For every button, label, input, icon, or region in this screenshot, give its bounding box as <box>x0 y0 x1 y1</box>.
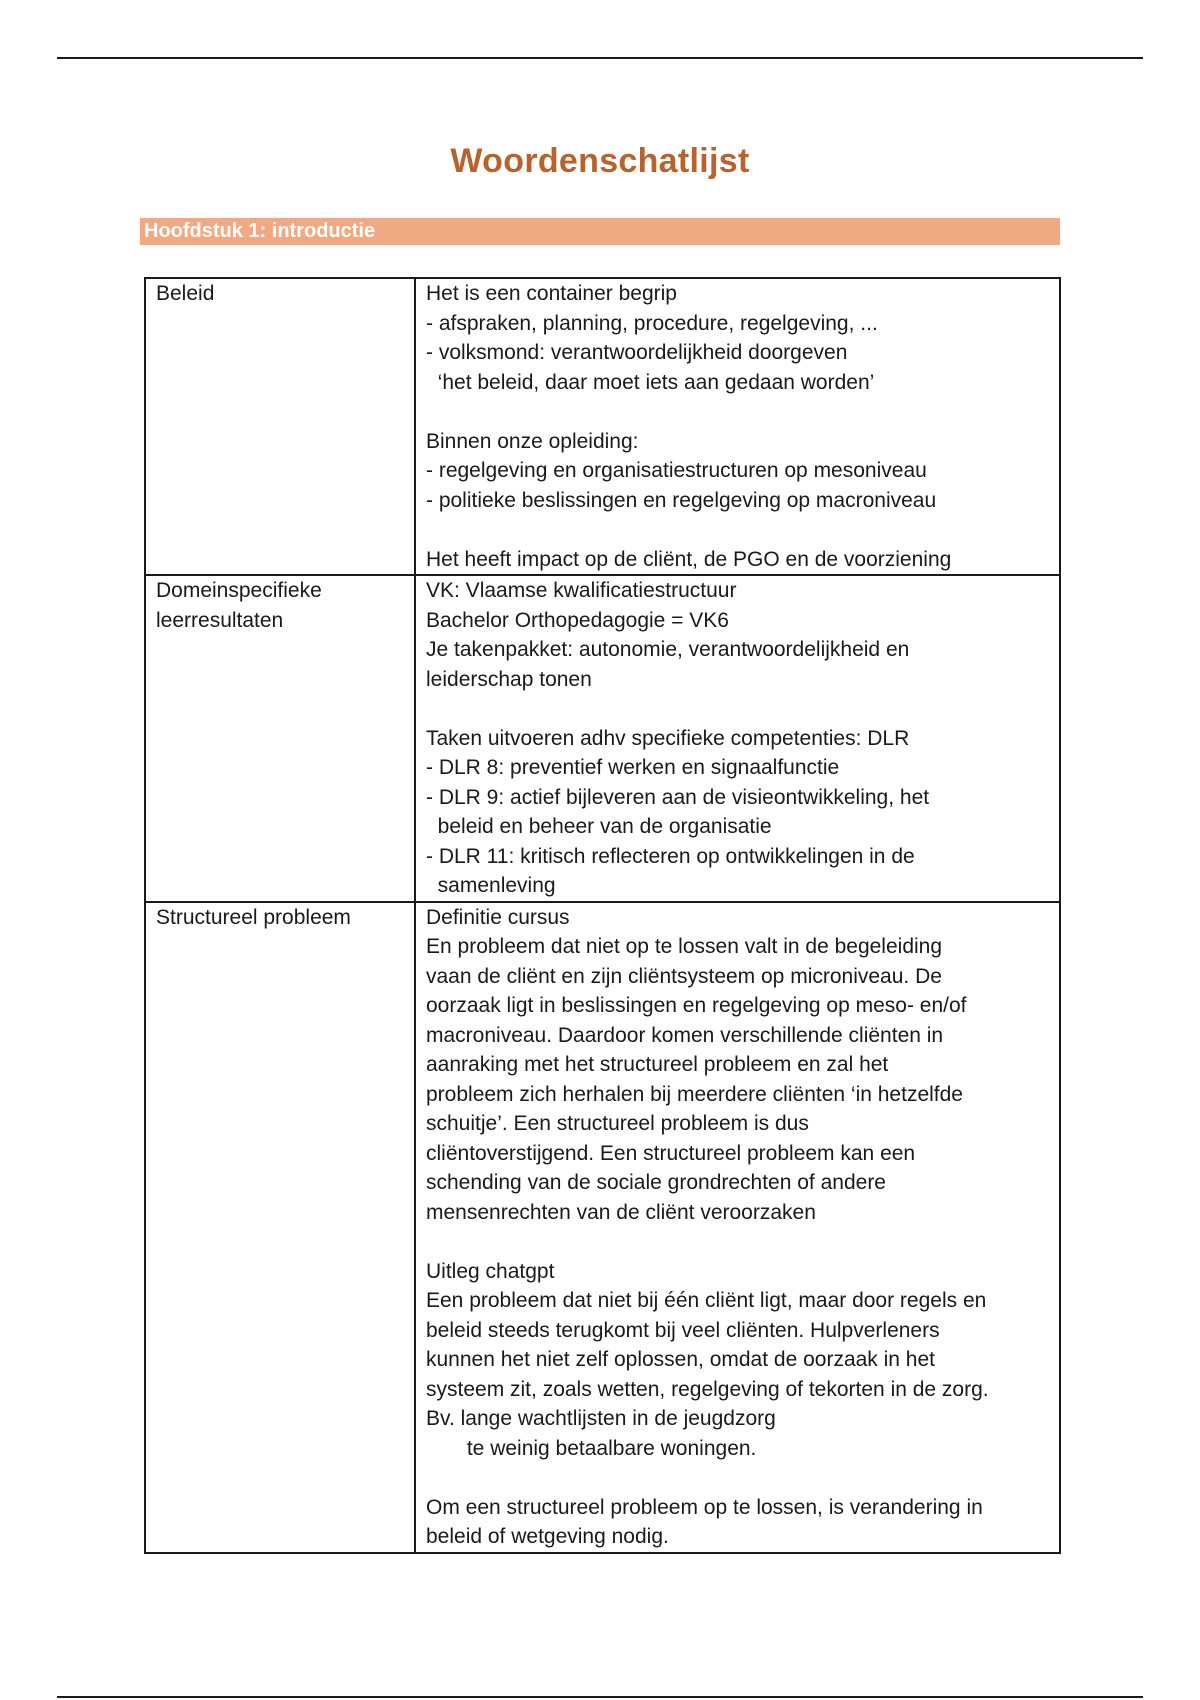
definition-line: leiderschap tonen <box>426 667 592 691</box>
definition-line: Het is een container begrip <box>426 282 677 305</box>
blank-line <box>426 1227 1049 1257</box>
definition-cell <box>415 902 1060 1553</box>
definition-line: mensenrechten van de cliënt veroorzaken <box>426 1200 816 1224</box>
definition-line: Bv. lange wachtlijsten in de jeugdzorg <box>426 1407 776 1430</box>
table-row <box>145 575 1060 902</box>
chapter-heading: Hoofdstuk 1: introductie <box>140 218 1060 245</box>
definition-line: VK: Vlaamse kwalificatiestructuur <box>426 579 737 602</box>
term-cell: Beleid <box>145 278 415 575</box>
term-cell: Structureel probleem <box>145 902 415 1553</box>
definition-line: - DLR 11: kritisch reflecteren op ontwikkelingen in de <box>426 844 915 868</box>
definition-line: Bachelor Orthopedagogie = VK6 <box>426 608 729 632</box>
definition-line: probleem zich herhalen bij meerdere cliënten ‘in hetzelfde <box>426 1082 963 1106</box>
blank-line <box>426 694 1049 724</box>
term-cell: Domeinspecifieke leerresultaten <box>145 575 415 902</box>
page-title: Woordenschatlijst <box>450 142 750 180</box>
definition-line: cliëntoverstijgend. Een structureel probleem kan een <box>426 1141 916 1165</box>
definition-line: - afspraken, planning, procedure, regelgeving, ... <box>426 311 878 335</box>
definition-line: Binnen onze opleiding: <box>426 429 639 453</box>
definition-line: - volksmond: verantwoordelijkheid doorgeven <box>426 341 848 364</box>
definition-line: kunnen het niet zelf oplossen, omdat de oorzaak in het <box>426 1348 936 1371</box>
definition-line: ‘het beleid, daar moet iets aan gedaan worden’ <box>426 370 875 394</box>
vocabulary-table-body <box>145 278 1060 1553</box>
bottom-rule <box>57 1696 1143 1698</box>
definition-line: Uitleg chatgpt <box>426 1259 555 1283</box>
blank-line <box>426 1463 1049 1493</box>
definition-line: Taken uitvoeren adhv specifieke competenties: DLR <box>426 726 910 750</box>
definition-line: Om een structureel probleem op te lossen, is verandering in <box>426 1495 983 1519</box>
definition-line: Je takenpakket: autonomie, verantwoordelijkheid en <box>426 638 910 661</box>
definition-line: - politieke beslissingen en regelgeving op macroniveau <box>426 488 937 512</box>
definition-line: Het heeft impact op de cliënt, de PGO en de voorziening <box>426 547 952 571</box>
definition-line: schending van de sociale grondrechten of andere <box>426 1171 886 1194</box>
definition-line: aanraking met het structureel probleem en zal het <box>426 1053 889 1076</box>
blank-line <box>426 397 1049 427</box>
definition-line: Definitie cursus <box>426 905 570 929</box>
definition-line: - regelgeving en organisatiestructuren op mesoniveau <box>426 459 927 482</box>
table-row <box>145 902 1060 1553</box>
definition-line: vaan de cliënt en zijn cliëntsysteem op microniveau. De <box>426 964 942 988</box>
blank-line <box>426 515 1049 545</box>
definition-line: Een probleem dat niet bij één cliënt ligt, maar door regels en <box>426 1289 987 1312</box>
definition-line: beleid en beheer van de organisatie <box>426 815 772 838</box>
definition-line: samenleving <box>426 874 556 897</box>
definition-line: - DLR 9: actief bijleveren aan de visieontwikkeling, het <box>426 785 930 809</box>
vocabulary-table <box>144 277 1061 1554</box>
definition-line: oorzaak ligt in beslissingen en regelgeving op meso- en/of <box>426 994 967 1017</box>
definition-cell <box>415 278 1060 575</box>
definition-line: En probleem dat niet op te lossen valt in de begeleiding <box>426 935 943 958</box>
table-row <box>145 278 1060 575</box>
definition-line: beleid steeds terugkomt bij veel cliënten. Hulpverleners <box>426 1318 940 1342</box>
definition-line: - DLR 8: preventief werken en signaalfunctie <box>426 756 840 779</box>
definition-line: beleid of wetgeving nodig. <box>426 1525 669 1548</box>
definition-cell <box>415 575 1060 902</box>
definition-line: schuitje’. Een structureel probleem is dus <box>426 1112 809 1135</box>
definition-line: systeem zit, zoals wetten, regelgeving of tekorten in de zorg. <box>426 1377 989 1401</box>
top-rule <box>57 57 1143 59</box>
definition-line: te weinig betaalbare woningen. <box>426 1436 757 1460</box>
definition-line: macroniveau. Daardoor komen verschillende cliënten in <box>426 1023 944 1047</box>
